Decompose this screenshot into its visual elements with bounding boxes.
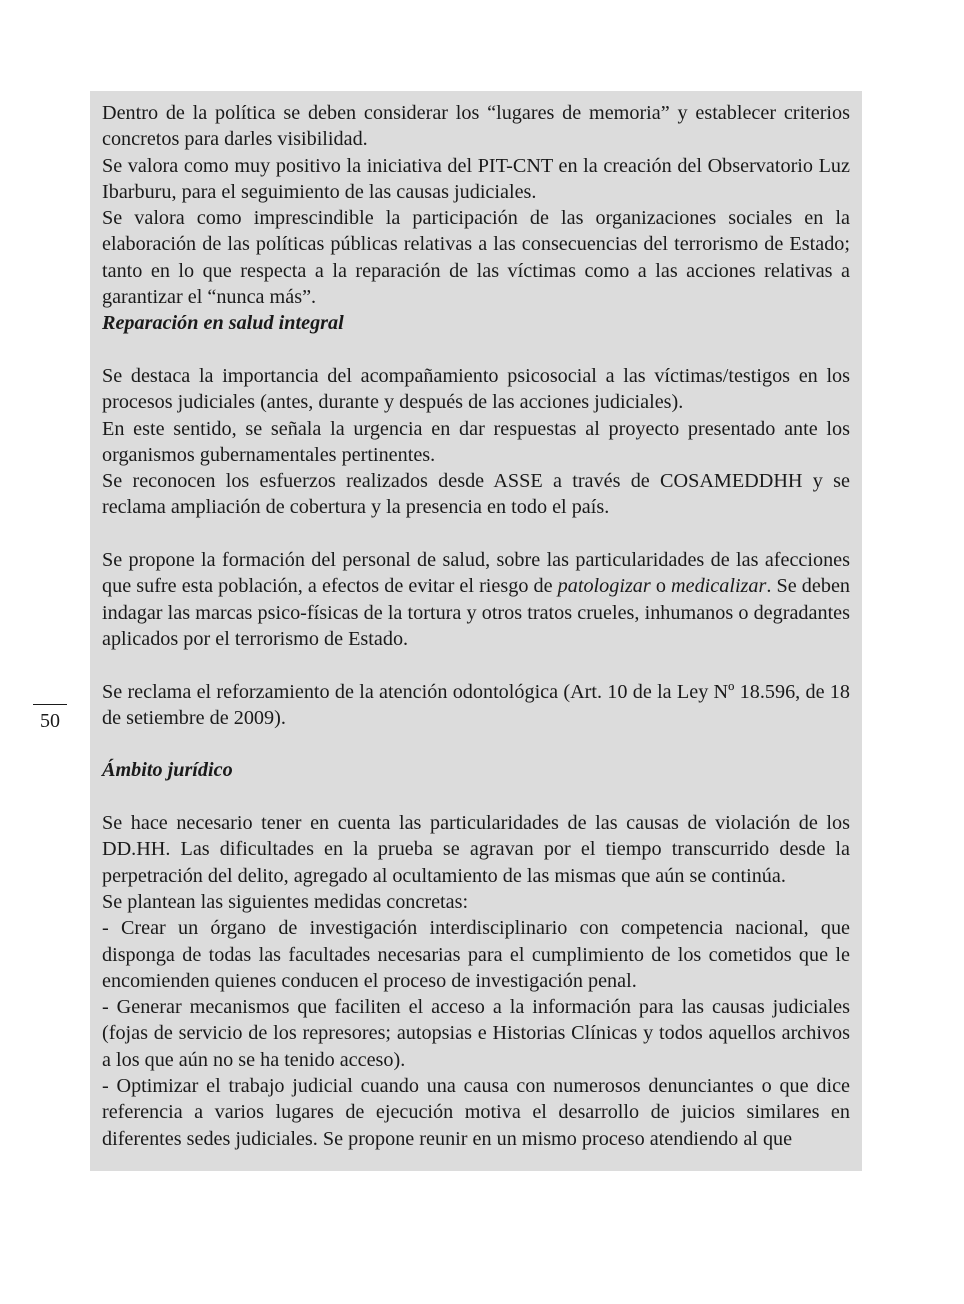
italic-term-patologizar: patologizar: [557, 575, 651, 598]
italic-term-medicalizar: medicalizar: [671, 575, 767, 598]
paragraph-medidas-intro: Se plantean las siguientes medidas concretas:: [102, 890, 469, 913]
paragraph-acompanamiento: Se destaca la importancia del acompañamiento psicosocial a las víctimas/testigos en los procesos judiciales (antes, durante y después de las acciones judiciales).: [102, 364, 850, 414]
paragraph-formacion-personal: [102, 547, 850, 652]
list-item-optimizar-trabajo: - Optimizar el trabajo judicial cuando una causa con numerosos denunciantes o que dice referencia a varios lugares de ejecución motiva el desarrollo de juicios similares en diferentes sedes judiciales. Se propone reunir en un mismo proceso atendiendo al que: [102, 1074, 850, 1150]
paragraph-asse: Se reconocen los esfuerzos realizados desde ASSE a través de COSAMEDDHH y se reclama ampliación de cobertura y la presencia en todo el país.: [102, 470, 850, 519]
paragraph-observatorio: Se valora como muy positivo la iniciativa del PIT-CNT en la creación del Observatorio Luz Ibarburu, para el seguimiento de las causas judiciales.: [102, 154, 850, 203]
list-item-acceso-informacion: - Generar mecanismos que faciliten el acceso a la información para las causas judiciales (fojas de servicio de los represores; autopsias e Historias Clínicas y todos aquellos archivos a los que aún no se ha tenido acceso).: [102, 996, 850, 1071]
heading-reparacion-salud: Reparación en salud integral: [102, 312, 344, 335]
text-segment: . Se deben indagar las marcas psico-físicas de la tortura y otros tratos crueles, inhumanos o degradantes aplicados por el terrorismo de Estado.: [102, 575, 850, 650]
paragraph-urgencia: En este sentido, se señala la urgencia en dar respuestas al proyecto presentado ante los organismos gubernamentales pertinentes.: [102, 417, 850, 466]
heading-ambito-juridico: Ámbito jurídico: [102, 759, 233, 782]
shaded-text-box: [90, 91, 862, 1171]
page-number-rule: [33, 704, 67, 705]
paragraph-odontologica: Se reclama el reforzamiento de la atención odontológica (Art. 10 de la Ley Nº 18.596, de 18 de setiembre de 2009).: [102, 680, 850, 729]
text-segment: Se propone la formación del personal de salud, sobre las particularidades de las afecciones que sufre esta población, a efectos de evitar el riesgo de: [102, 549, 850, 598]
list-item-organo-investigacion: - Crear un órgano de investigación interdisciplinario con competencia nacional, que disponga de todas las facultades necesarias para el cumplimiento de los cometidos que le encomienden quienes conducen el proceso de investigación penal.: [102, 917, 850, 992]
paragraph-participacion-social: Se valora como imprescindible la participación de las organizaciones sociales en la elaboración de las políticas públicas relativas a las consecuencias del terrorismo de Estado; tanto en lo que respecta a la reparación de las víctimas como a las acciones relativas a garantizar el “nunca más”.: [102, 207, 850, 309]
text-segment: o: [650, 575, 672, 598]
page-number: 50: [40, 710, 60, 732]
paragraph-particularidades-causas: Se hace necesario tener en cuenta las particularidades de las causas de violación de los DD.HH. Las dificultades en la prueba se agravan por el tiempo transcurrido desde la perpetración del delito, agregado al ocultamiento de las mismas que aún se continúa.: [102, 812, 850, 887]
paragraph-lugares-de-memoria: Dentro de la política se deben considerar los “lugares de memoria” y establecer criterios concretos para darles visibilidad.: [102, 102, 850, 151]
